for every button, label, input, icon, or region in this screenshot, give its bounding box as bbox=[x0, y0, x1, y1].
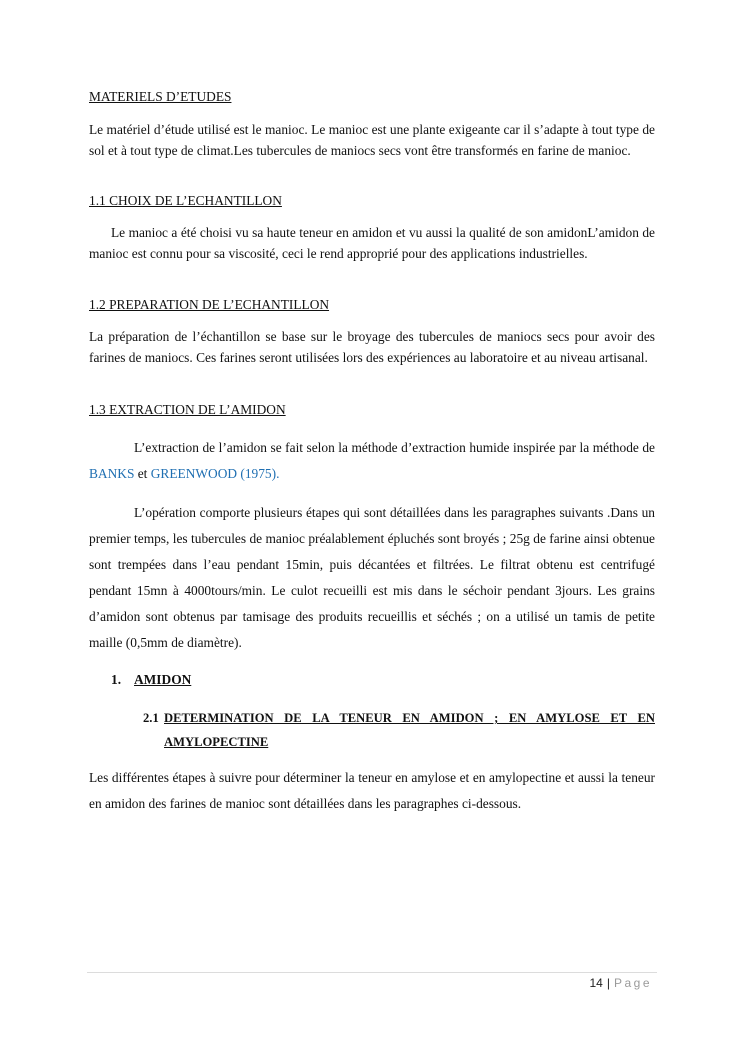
footer-separator: | bbox=[606, 976, 610, 990]
heading-number-determination: 2.1 bbox=[143, 711, 159, 725]
heading-determination: DETERMINATION DE LA TENEUR EN AMIDON ; EN AMYLOSE ET EN AMYLOPECTINE bbox=[164, 711, 655, 749]
heading-number-amidon: 1. bbox=[111, 672, 122, 687]
paragraph-materiels: Le matériel d’étude utilisé est le manioc. Le manioc est une plante exigeante car il s’adapte à tout type de sol et à tout type de climat.Les tubercules de maniocs secs vont être transformés en farine de manioc. bbox=[89, 122, 655, 158]
section-heading-materiels: MATERIELS D’ETUDES bbox=[89, 89, 232, 104]
paragraph-preparation: La préparation de l’échantillon se base sur le broyage des tubercules de maniocs secs pour avoir des farines de maniocs. Ces farines seront utilisées lors des expériences au laboratoire et au niveau artisanal. bbox=[89, 329, 655, 365]
paragraph-choix: Le manioc a été choisi vu sa haute teneur en amidon et vu aussi la qualité de son amidonL’amidon de manioc est connu pour sa viscosité, ceci le rend approprié pour des applications industrielles. bbox=[89, 225, 655, 261]
page-footer bbox=[589, 976, 652, 990]
reference-greenwood[interactable]: GREENWOOD (1975). bbox=[150, 466, 280, 481]
method-text: L’extraction de l’amidon se fait selon la méthode d’extraction humide inspirée par la méthode de bbox=[134, 440, 655, 455]
section-heading-choix: 1.1 CHOIX DE L’ECHANTILLON bbox=[89, 193, 282, 208]
reference-banks[interactable]: BANKS bbox=[89, 466, 135, 481]
paragraph-determination: Les différentes étapes à suivre pour déterminer la teneur en amylose et en amylopectine et aussi la teneur en amidon des farines de manioc sont détaillées dans les paragraphes ci-dessous. bbox=[89, 770, 655, 811]
section-heading-preparation: 1.2 PREPARATION DE L’ECHANTILLON bbox=[89, 297, 330, 312]
heading-amidon: AMIDON bbox=[134, 672, 192, 687]
page-number: 14 bbox=[589, 976, 603, 990]
method-conjunction: et bbox=[134, 466, 151, 481]
paragraph-extraction-steps: L’opération comporte plusieurs étapes qui sont détaillées dans les paragraphes suivants .Dans un premier temps, les tubercules de manioc préalablement épluchés sont broyés ; 25g de farine ainsi obtenue sont trempées dans l’eau pendant 15min, puis décantées et filtrées. Le filtrat obtenu est centrifugé pendant 15mn à 4000tours/min. Le culot recueilli est mis dans le séchoir pendant 3jours. Les grains d’amidon sont obtenus par tamisage des produits recueillis et séchés ; on a utilisé un tamis de petite maille (0,5mm de diamètre). bbox=[89, 505, 655, 650]
footer-divider bbox=[87, 972, 657, 973]
page-label: Page bbox=[613, 976, 652, 990]
section-heading-extraction: 1.3 EXTRACTION DE L’AMIDON bbox=[89, 402, 286, 417]
paragraph-extraction-method bbox=[89, 435, 655, 487]
